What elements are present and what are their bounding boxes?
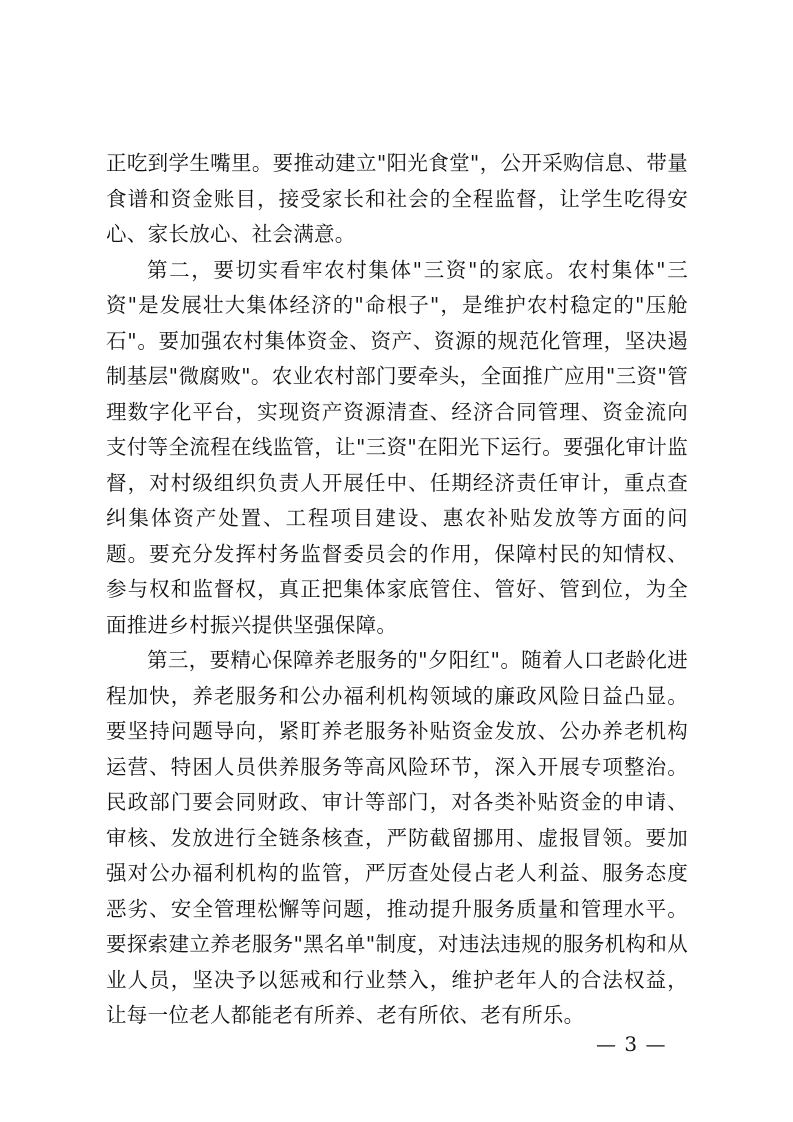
document-body — [106, 146, 688, 1034]
page-number: — 3 — — [596, 1032, 667, 1056]
paragraph-elderly-care: 第三，要精心保障养老服务的"夕阳红"。随着人口老龄化进程加快，养老服务和公办福利机构领域的廉政风险日益凸显。要坚持问题导向，紧盯养老服务补贴资金发放、公办养老机构运营、特困人员供养服务等高风险环节，深入开展专项整治。民政部门要会同财政、审计等部门，对各类补贴资金的申请、审核、发放进行全链条核查，严防截留挪用、虚报冒领。要加强对公办福利机构的监管，严厉查处侵占老人利益、服务态度恶劣、安全管理松懈等问题，推动提升服务质量和管理水平。要探索建立养老服务"黑名单"制度，对违法违规的服务机构和从业人员，坚决予以惩戒和行业禁入，维护老年人的合法权益，让每一位老人都能老有所养、老有所依、老有所乐。 — [106, 648, 688, 1027]
paragraph-continuation: 正吃到学生嘴里。要推动建立"阳光食堂"，公开采购信息、带量食谱和资金账目，接受家长和社会的全程监督，让学生吃得安心、家长放心、社会满意。 — [106, 151, 688, 246]
paragraph-rural-assets: 第二，要切实看牢农村集体"三资"的家底。农村集体"三资"是发展壮大集体经济的"命根子"，是维护农村稳定的"压舱石"。要加强农村集体资金、资产、资源的规范化管理，坚决遏制基层"微腐败"。农业农村部门要牵头，全面推广应用"三资"管理数字化平台，实现资产资源清查、经济合同管理、资金流向支付等全流程在线监管，让"三资"在阳光下运行。要强化审计监督，对村级组织负责人开展任中、任期经济责任审计，重点查纠集体资产处置、工程项目建设、惠农补贴发放等方面的问题。要充分发挥村务监督委员会的作用，保障村民的知情权、参与权和监督权，真正把集体家底管住、管好、管到位，为全面推进乡村振兴提供坚强保障。 — [106, 257, 688, 637]
